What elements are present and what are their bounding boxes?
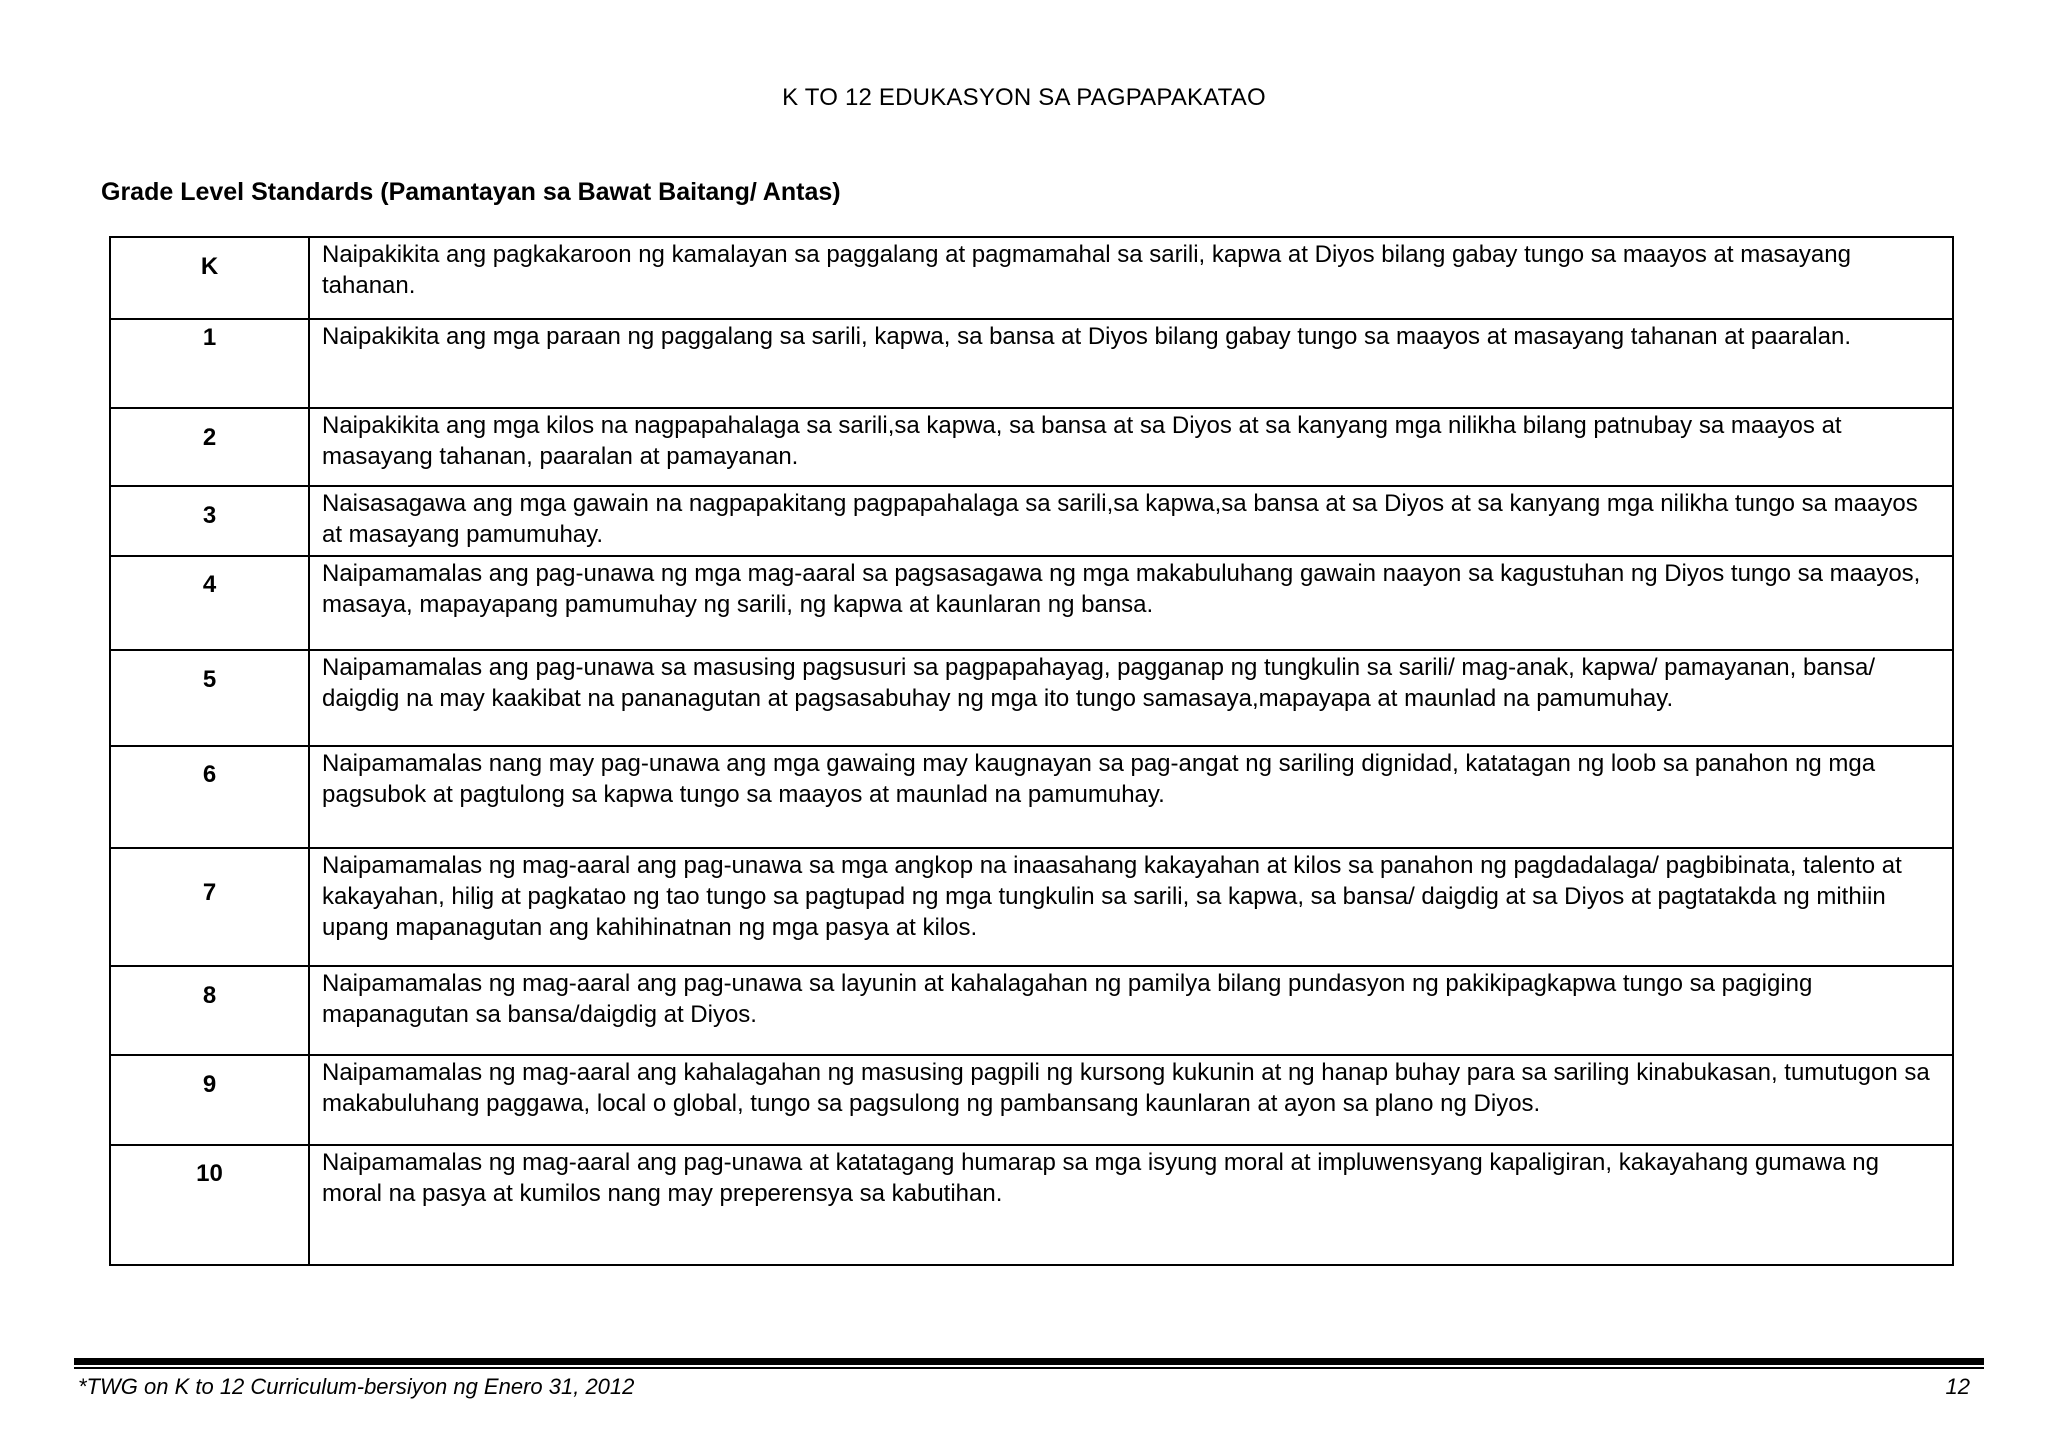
footer-divider-thin bbox=[74, 1367, 1984, 1369]
grade-cell bbox=[110, 556, 309, 650]
table-row bbox=[110, 319, 1953, 408]
standard-text-cell bbox=[309, 408, 1953, 486]
table-row bbox=[110, 408, 1953, 486]
standard-text: Naipakikita ang mga kilos na nagpapahalaga sa sarili,sa kapwa, sa bansa at sa Diyos at sa kanyang mga nilikha bilang patnubay sa maayos at masayang tahanan, paaralan at pamayanan. bbox=[322, 412, 1842, 470]
grade-label: 5 bbox=[202, 666, 217, 693]
grade-cell bbox=[110, 486, 309, 556]
grade-label: 3 bbox=[202, 502, 217, 529]
table-row bbox=[110, 486, 1953, 556]
table-row bbox=[110, 1145, 1953, 1265]
grade-cell bbox=[110, 848, 309, 966]
standard-text-cell bbox=[309, 966, 1953, 1055]
grade-label: 7 bbox=[202, 879, 217, 906]
standard-text: Naipamamalas ang pag-unawa ng mga mag-aaral sa pagsasagawa ng mga makabuluhang gawain naayon sa kagustuhan ng Diyos tungo sa maayos, masaya, mapayapang pamumuhay ng sarili, ng kapwa at kaunlaran ng bansa. bbox=[322, 560, 1921, 618]
standard-text-cell bbox=[309, 1055, 1953, 1145]
grade-cell bbox=[110, 237, 309, 319]
grade-cell bbox=[110, 1145, 309, 1265]
standard-text: Naipakikita ang mga paraan ng paggalang sa sarili, kapwa, sa bansa at Diyos bilang gabay tungo sa maayos at masayang tahanan at paaralan. bbox=[322, 323, 1851, 350]
section-title: Grade Level Standards (Pamantayan sa Bawat Baitang/ Antas) bbox=[101, 178, 841, 206]
standard-text: Naipamamalas ng mag-aaral ang pag-unawa sa layunin at kahalagahan ng pamilya bilang pundasyon ng pakikipagkapwa tungo sa pagiging mapanagutan sa bansa/daigdig at Diyos. bbox=[322, 970, 1813, 1028]
standard-text: Naipamamalas ng mag-aaral ang kahalagahan ng masusing pagpili ng kursong kukunin at ng hanap buhay para sa sariling kinabukasan, tumutugon sa makabuluhang paggawa, local o global, tungo sa pagsulong ng pambansang kaunlaran at ayon sa plano ng Diyos. bbox=[322, 1059, 1930, 1117]
standard-text-cell bbox=[309, 848, 1953, 966]
standard-text: Naipamamalas nang may pag-unawa ang mga gawaing may kaugnayan sa pag-angat ng sariling dignidad, katatagan ng loob sa panahon ng mga pagsubok at pagtulong sa kapwa tungo sa maayos at maunlad na pamumuhay. bbox=[322, 750, 1876, 808]
table-row bbox=[110, 237, 1953, 319]
standard-text: Naipakikita ang pagkakaroon ng kamalayan sa paggalang at pagmamahal sa sarili, kapwa at Diyos bilang gabay tungo sa maayos at masayang tahanan. bbox=[322, 241, 1851, 299]
standard-text-cell bbox=[309, 319, 1953, 408]
grade-cell bbox=[110, 408, 309, 486]
table-row bbox=[110, 556, 1953, 650]
document-header: K TO 12 EDUKASYON SA PAGPAPAKATAO bbox=[782, 84, 1266, 111]
grade-label: 10 bbox=[196, 1160, 223, 1187]
table-row bbox=[110, 1055, 1953, 1145]
grade-cell bbox=[110, 650, 309, 746]
standard-text-cell bbox=[309, 1145, 1953, 1265]
grade-label: 4 bbox=[202, 571, 217, 598]
grade-label: 1 bbox=[202, 324, 217, 351]
grade-cell bbox=[110, 746, 309, 848]
grade-label: 8 bbox=[202, 982, 217, 1009]
grade-label: 6 bbox=[202, 761, 217, 788]
standard-text-cell bbox=[309, 556, 1953, 650]
grade-label: 9 bbox=[202, 1071, 217, 1098]
standard-text-cell bbox=[309, 746, 1953, 848]
standard-text: Naipamamalas ng mag-aaral ang pag-unawa sa mga angkop na inaasahang kakayahan at kilos sa panahon ng pagdadalaga/ pagbibinata, talento at kakayahan, hilig at pagkatao ng tao tungo sa pagtupad ng mga tungkulin sa sarili, sa kapwa, sa bansa/ daigdig at sa Diyos at pagtatakda ng mithiin upang mapanagutan ang kahihinatnan ng mga pasya at kilos. bbox=[322, 852, 1902, 941]
table-row bbox=[110, 848, 1953, 966]
standard-text: Naipamamalas ng mag-aaral ang pag-unawa at katatagang humarap sa mga isyung moral at impluwensyang kapaligiran, kakayahang gumawa ng moral na pasya at kumilos nang may preperensya sa kabutihan. bbox=[322, 1149, 1879, 1207]
page-number: 12 bbox=[1945, 1374, 1970, 1399]
table-row bbox=[110, 746, 1953, 848]
grade-label: K bbox=[200, 253, 219, 280]
grade-label: 2 bbox=[202, 424, 217, 451]
grade-cell bbox=[110, 966, 309, 1055]
footer-divider bbox=[74, 1358, 1984, 1365]
standard-text: Naisasagawa ang mga gawain na nagpapakitang pagpapahalaga sa sarili,sa kapwa,sa bansa at sa Diyos at sa kanyang mga nilikha tungo sa maayos at masayang pamumuhay. bbox=[322, 490, 1918, 548]
footer-note: *TWG on K to 12 Curriculum-bersiyon ng Enero 31, 2012 bbox=[78, 1374, 635, 1399]
grade-cell bbox=[110, 319, 309, 408]
standard-text: Naipamamalas ang pag-unawa sa masusing pagsusuri sa pagpapahayag, pagganap ng tungkulin sa sarili/ mag-anak, kapwa/ pamayanan, bansa/ daigdig na may kaakibat na pananagutan at pagsasabuhay ng mga ito tungo samasaya,mapayapa at maunlad na pamumuhay. bbox=[322, 654, 1876, 712]
table-row bbox=[110, 966, 1953, 1055]
grade-level-standards-table bbox=[109, 236, 1954, 1266]
standard-text-cell bbox=[309, 237, 1953, 319]
table-row bbox=[110, 650, 1953, 746]
grade-cell bbox=[110, 1055, 309, 1145]
standard-text-cell bbox=[309, 486, 1953, 556]
standard-text-cell bbox=[309, 650, 1953, 746]
